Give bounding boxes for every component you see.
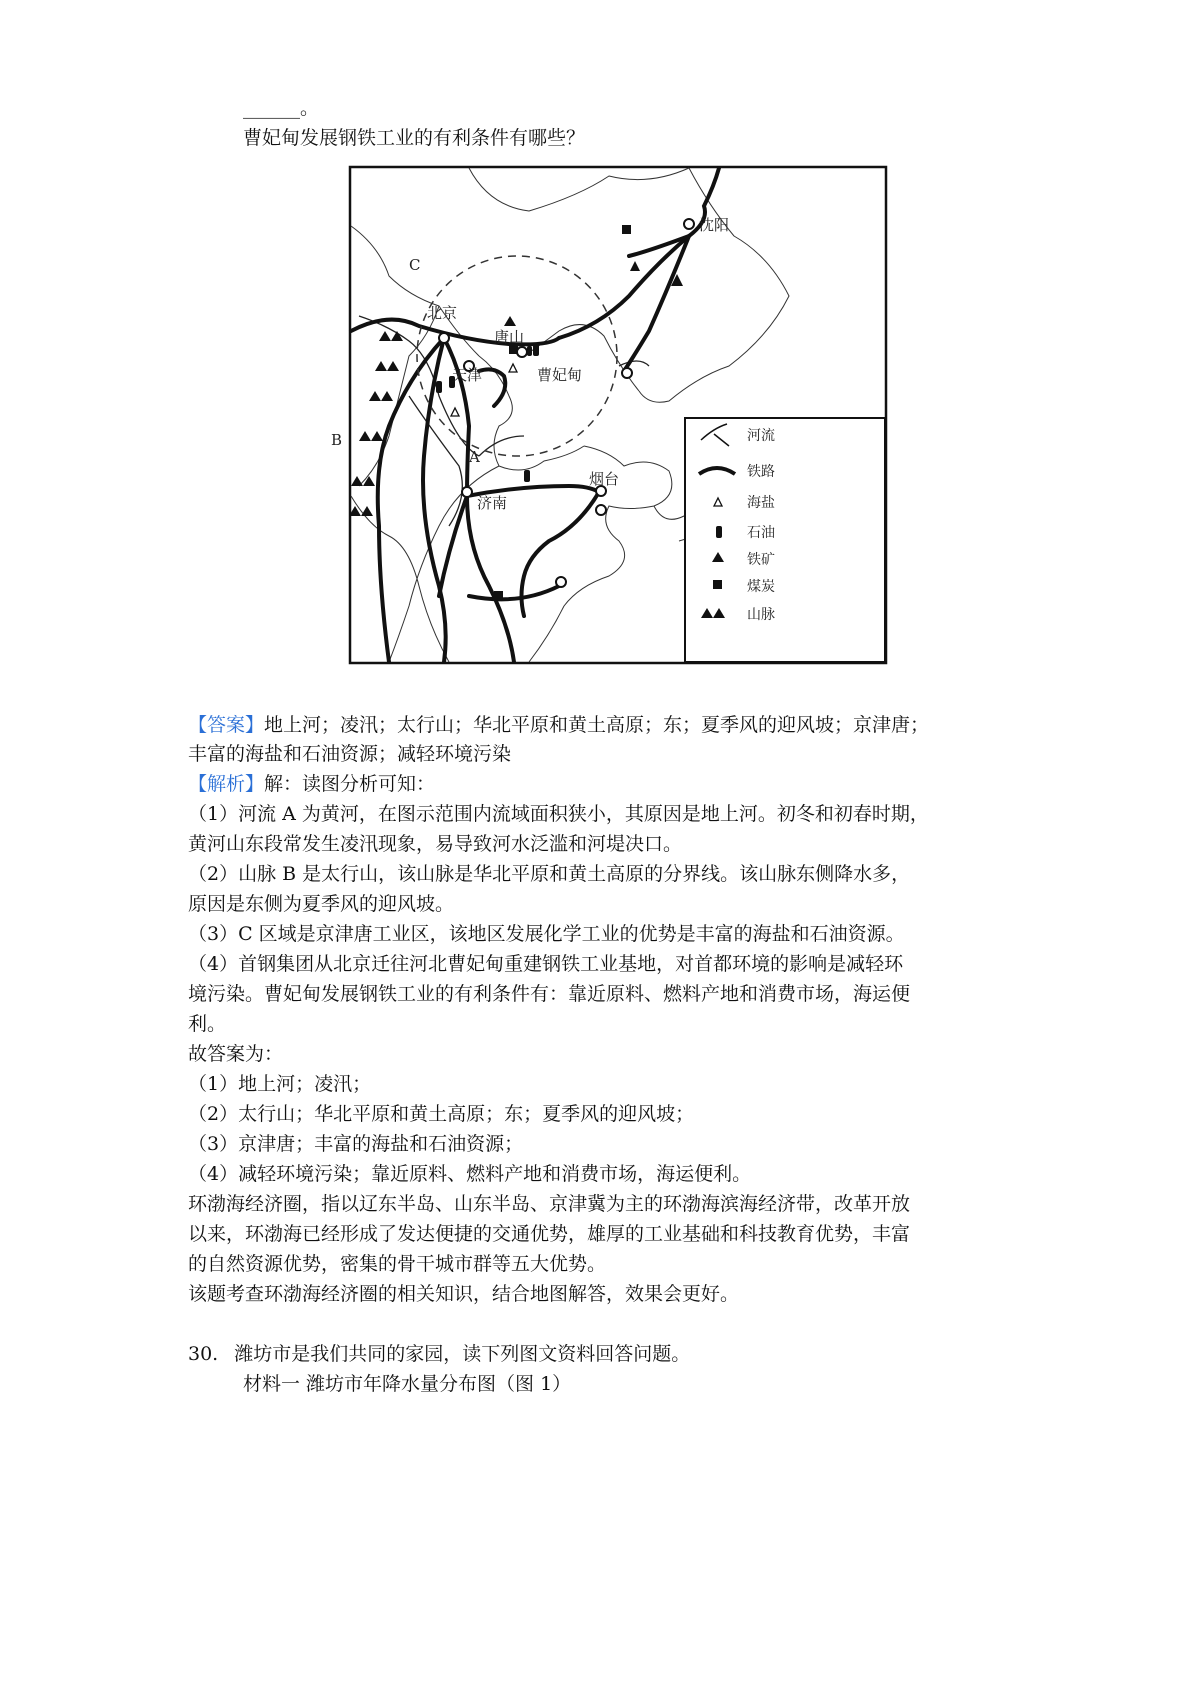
analysis-line: 黄河山东段常发生凌汛现象，易导致河水泛滥和河堤决口。 — [188, 833, 683, 855]
analysis-line: 环渤海经济圈，指以辽东半岛、山东半岛、京津冀为主的环渤海滨海经济带，改革开放 — [188, 1193, 911, 1215]
tangshan-label: 唐山 — [494, 328, 525, 346]
blank-fill-line: ______。 — [243, 97, 320, 119]
analysis-line: （2）山脉 B 是太行山，该山脉是华北平原和黄土高原的分界线。该山脉东侧降水多， — [188, 863, 911, 885]
beijing-label: 北京 — [427, 304, 458, 322]
oil-icon — [533, 344, 539, 356]
analysis-tag: 【解析】 — [188, 773, 265, 795]
tianjin-label: 天津 — [452, 366, 483, 384]
legend-coal-label: 煤炭 — [747, 579, 775, 595]
analysis-line: （4）减轻环境污染；靠近原料、燃料产地和消费市场，海运便利。 — [188, 1163, 752, 1185]
legend-sea-salt-label: 海盐 — [747, 495, 775, 511]
legend-iron-ore-label: 铁矿 — [747, 552, 775, 568]
analysis-intro: 解：读图分析可知： — [264, 773, 436, 795]
material-one-caption: 材料一 潍坊市年降水量分布图（图 1） — [243, 1373, 572, 1395]
question-30-text: 潍坊市是我们共同的家园，读下列图文资料回答问题。 — [234, 1343, 691, 1365]
analysis-line: 原因是东侧为夏季风的迎风坡。 — [188, 893, 455, 915]
analysis-intro-line — [188, 772, 435, 796]
analysis-line: 以来，环渤海已经形成了发达便捷的交通优势，雄厚的工业基础和科技教育优势，丰富 — [188, 1223, 911, 1245]
analysis-line: （1）地上河；凌汛； — [188, 1073, 372, 1095]
analysis-line: （1）河流 A 为黄河，在图示范围内流域面积狭小，其原因是地上河。初冬和初春时期， — [188, 803, 929, 825]
coal-icon — [713, 580, 722, 589]
yantai-label: 烟台 — [589, 470, 620, 488]
shenyang-label: 沈阳 — [699, 216, 730, 234]
analysis-line: （3）C 区域是京津唐工业区，该地区发展化学工业的优势是丰富的海盐和石油资源。 — [188, 923, 905, 945]
legend-mountain-label: 山脉 — [747, 607, 775, 623]
analysis-line: 故答案为： — [188, 1043, 284, 1065]
analysis-line: 利。 — [188, 1013, 227, 1035]
oil-icon — [524, 470, 530, 482]
analysis-line: （2）太行山；华北平原和黄土高原；东；夏季风的迎风坡； — [188, 1103, 695, 1125]
label-B: B — [331, 431, 343, 449]
label-A: A — [469, 448, 480, 466]
legend-railway-label: 铁路 — [747, 464, 775, 480]
coal-icon — [494, 591, 503, 600]
legend-river-label: 河流 — [747, 428, 775, 444]
analysis-line: 该题考查环渤海经济圈的相关知识，结合地图解答，效果会更好。 — [188, 1283, 740, 1305]
oil-icon — [716, 526, 722, 538]
jinan-label: 济南 — [477, 494, 508, 512]
bohai-region-map — [331, 166, 887, 664]
legend-oil-label: 石油 — [747, 525, 775, 541]
oil-icon — [436, 381, 442, 393]
caofeidian-label: 曹妃甸 — [537, 366, 583, 384]
answer-text-1: 地上河；凌汛；太行山；华北平原和黄土高原；东；夏季风的迎风坡；京津唐； — [264, 714, 930, 736]
coal-icon — [622, 225, 631, 234]
analysis-line: （4）首钢集团从北京迁往河北曹妃甸重建钢铁工业基地，对首都环境的影响是减轻环 — [188, 953, 904, 975]
map-legend — [685, 418, 885, 662]
answer-line-2: 丰富的海盐和石油资源；减轻环境污染 — [188, 743, 512, 765]
label-C: C — [409, 256, 421, 274]
answer-line-1 — [188, 713, 929, 737]
question-30-line — [188, 1342, 690, 1366]
answer-tag: 【答案】 — [188, 714, 265, 736]
analysis-line: （3）京津唐；丰富的海盐和石油资源； — [188, 1133, 524, 1155]
question-number: 30. — [188, 1343, 219, 1365]
analysis-line: 的自然资源优势，密集的骨干城市群等五大优势。 — [188, 1253, 607, 1275]
question-line: 曹妃甸发展钢铁工业的有利条件有哪些？ — [243, 127, 586, 149]
analysis-line: 境污染。曹妃甸发展钢铁工业的有利条件有：靠近原料、燃料产地和消费市场，海运便 — [188, 983, 911, 1005]
